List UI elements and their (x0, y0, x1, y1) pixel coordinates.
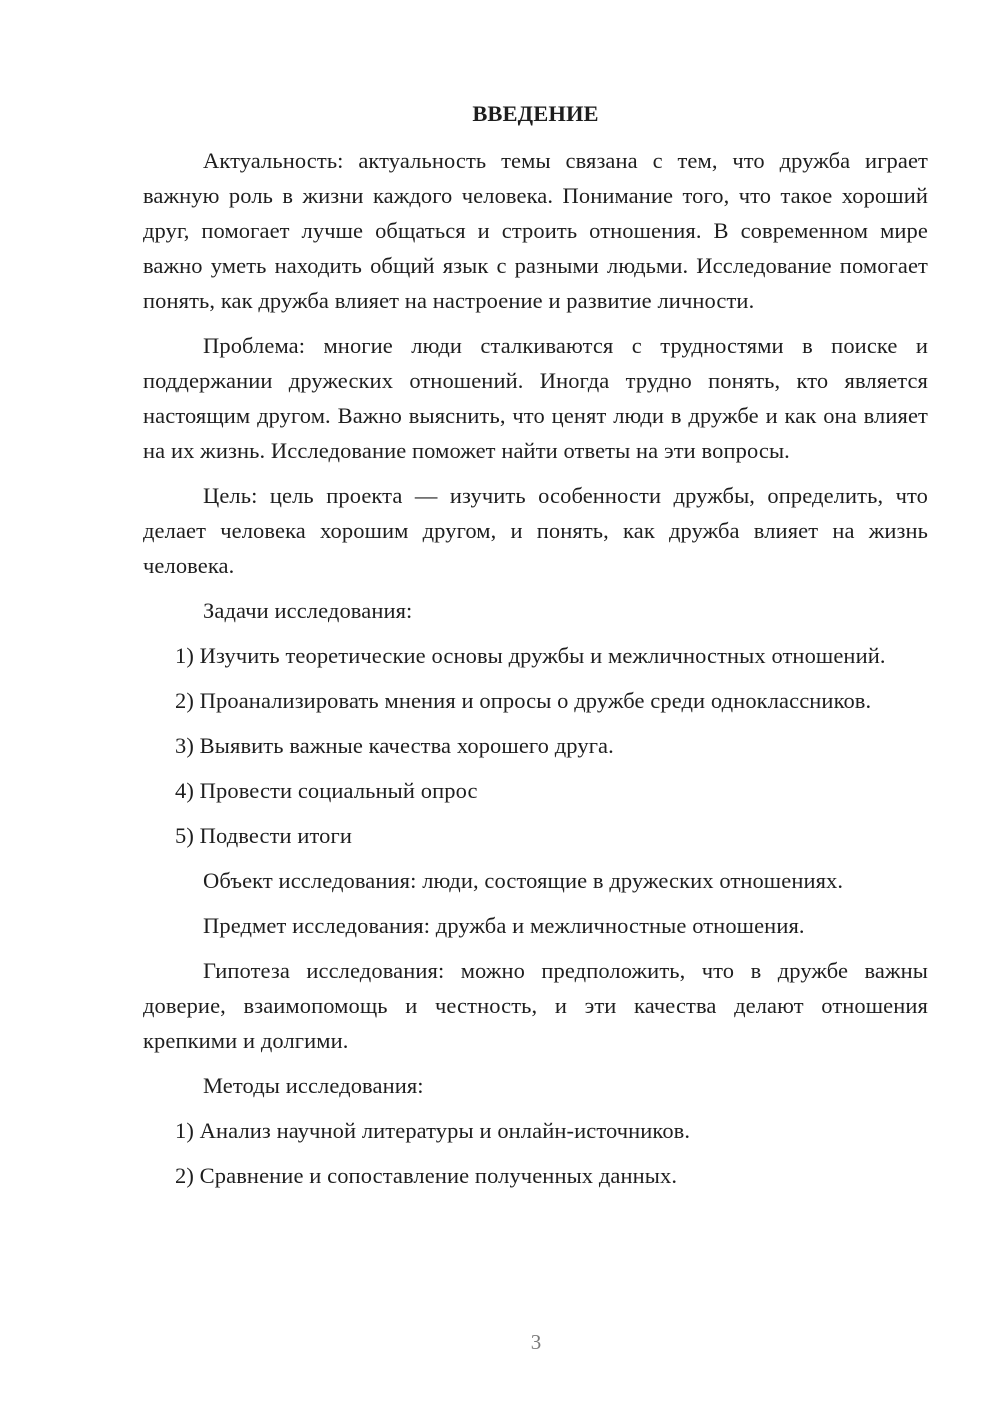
tasks-heading: Задачи исследования: (203, 598, 413, 623)
document-page (143, 96, 928, 1203)
task-item-1: 1) Изучить теоретические основы дружбы и межличностных отношений. (175, 643, 886, 668)
task-item-5: 5) Подвести итоги (175, 823, 352, 848)
page-number: 3 (530, 1330, 542, 1354)
goal-paragraph: Цель: цель проекта — изучить особенности дружбы, определить, что делает человека хорошим другом, и понять, как дружба влияет на жизнь человека. (143, 483, 928, 578)
methods-heading: Методы исследования: (203, 1073, 424, 1098)
task-item-2: 2) Проанализировать мнения и опросы о дружбе среди одноклассников. (175, 688, 872, 713)
section-title: ВВЕДЕНИЕ (472, 101, 599, 126)
subject-paragraph: Предмет исследования: дружба и межличностные отношения. (203, 913, 805, 938)
task-item-4: 4) Провести социальный опрос (175, 778, 478, 803)
problem-paragraph: Проблема: многие люди сталкиваются с трудностями в поиске и поддержании дружеских отношений. Иногда трудно понять, кто является настоящим другом. Важно выяснить, что ценят люди в дружбе и как она влияет на их жизнь. Исследование поможет найти ответы на эти вопросы. (143, 333, 928, 463)
task-item-3: 3) Выявить важные качества хорошего друга. (175, 733, 614, 758)
method-item-2: 2) Сравнение и сопоставление полученных данных. (175, 1163, 678, 1188)
hypothesis-paragraph: Гипотеза исследования: можно предположить, что в дружбе важны доверие, взаимопомощь и честность, и эти качества делают отношения крепкими и долгими. (143, 958, 928, 1053)
object-paragraph: Объект исследования: люди, состоящие в дружеских отношениях. (203, 868, 844, 893)
relevance-paragraph: Актуальность: актуальность темы связана с тем, что дружба играет важную роль в жизни каждого человека. Понимание того, что такое хороший друг, помогает лучше общаться и строить отношения. В современном мире важно уметь находить общий язык с разными людьми. Исследование помогает понять, как дружба влияет на настроение и развитие личности. (143, 148, 928, 313)
method-item-1: 1) Анализ научной литературы и онлайн-источников. (175, 1118, 691, 1143)
